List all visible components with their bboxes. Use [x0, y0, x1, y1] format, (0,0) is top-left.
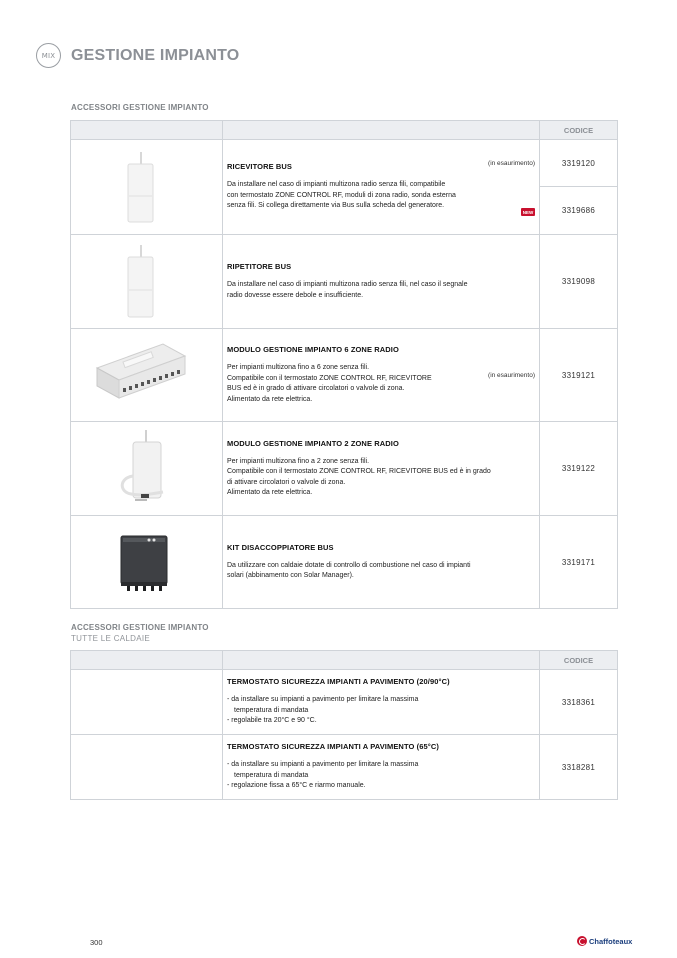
product-image-cell	[71, 516, 223, 609]
table-row	[71, 670, 618, 735]
product-description	[223, 422, 540, 516]
product-image-cell	[71, 329, 223, 422]
table-row	[71, 516, 618, 609]
table-row	[71, 422, 618, 516]
product-name: MODULO GESTIONE IMPIANTO 6 ZONE RADIO	[227, 345, 399, 354]
product-code: 3319098	[540, 235, 618, 329]
stock-note: (in esaurimento)	[488, 372, 535, 379]
table-row	[71, 235, 618, 329]
product-text: Per impianti multizona fino a 2 zone senza fili. Compatibile con il termostato ZONE CONTROL RF, RICEVITORE BUS ed è in grado di attivare circolatori o valvole di zona. Alimentato da rete elettrica.	[227, 457, 491, 496]
product-image-cell	[71, 140, 223, 235]
brand-logo	[577, 936, 632, 946]
header-code-cell: CODICE	[540, 651, 618, 670]
header-description-cell	[223, 121, 540, 140]
product-description	[223, 670, 540, 735]
stock-note: (in esaurimento)	[488, 160, 535, 167]
product-description	[223, 516, 540, 609]
accessories-table-2	[70, 650, 618, 800]
product-code: 3319686	[540, 187, 618, 235]
section-2-subtitle: TUTTE LE CALDAIE	[71, 634, 151, 643]
product-name: TERMOSTATO SICUREZZA IMPIANTI A PAVIMENTO (65°C)	[227, 742, 439, 752]
header-code-cell: CODICE	[540, 121, 618, 140]
product-text: Per impianti multizona fino a 6 zone senza fili. Compatibile con il termostato ZONE CONTROL RF, RICEVITORE BUS ed è in grado di attivare circolatori o valvole di zona. Alimentato da rete elettrica.	[227, 364, 432, 403]
product-text: Da utilizzare con caldaie dotate di controllo di combustione nel caso di impianti solari (abbinamento con Solar Manager).	[227, 561, 471, 579]
kit-disaccoppiatore-image	[115, 532, 175, 594]
product-code: 3319120	[540, 140, 618, 187]
product-text: - da installare su impianti a pavimento per limitare la massima temperatura di mandata - regolabile tra 20°C e 90 °C.	[227, 696, 419, 725]
product-text: Da installare nel caso di impianti multizona radio senza fili, compatibile con termostato ZONE CONTROL RF, moduli di zona radio, sonda esterna senza fili. Si collega direttamente via Bus sulla scheda del generatore.	[227, 181, 456, 210]
table-row	[71, 329, 618, 422]
ripetitore-bus-image	[121, 245, 161, 321]
product-name: TERMOSTATO SICUREZZA IMPIANTI A PAVIMENTO (20/90°C)	[227, 677, 450, 687]
product-image-cell	[71, 670, 223, 735]
product-image-cell	[71, 735, 223, 800]
product-description	[223, 735, 540, 800]
product-description	[223, 329, 540, 422]
product-code: 3319171	[540, 516, 618, 609]
ricevitore-bus-image	[121, 152, 161, 224]
product-image-cell	[71, 235, 223, 329]
table-row	[71, 735, 618, 800]
header-description-cell	[223, 651, 540, 670]
section-1-title: ACCESSORI GESTIONE IMPIANTO	[71, 103, 209, 112]
page-title: GESTIONE IMPIANTO	[71, 47, 240, 64]
product-description	[223, 235, 540, 329]
product-code: 3318281	[540, 735, 618, 800]
new-badge: NEW	[522, 209, 534, 215]
page-number: 300	[90, 938, 103, 947]
brand-name: Chaffoteaux	[589, 936, 633, 946]
product-code: 3319121	[540, 329, 618, 422]
modulo-6-zone-image	[93, 338, 189, 414]
product-image-cell	[71, 422, 223, 516]
chaffoteaux-logo-icon	[577, 936, 587, 946]
product-name: RICEVITORE BUS	[227, 162, 293, 172]
product-name: MODULO GESTIONE IMPIANTO 2 ZONE RADIO	[227, 438, 399, 448]
section-2-title: ACCESSORI GESTIONE IMPIANTO	[71, 623, 209, 632]
header-image-cell	[71, 121, 223, 140]
table-row	[71, 140, 618, 187]
accessories-table-1	[70, 120, 618, 609]
product-text: - da installare su impianti a pavimento per limitare la massima temperatura di mandata - regolazione fissa a 65°C e riarmo manuale.	[227, 761, 419, 790]
mix-badge: MIX	[36, 43, 61, 68]
product-name: KIT DISACCOPPIATORE BUS	[227, 542, 334, 552]
product-description	[223, 140, 540, 235]
product-name: RIPETITORE BUS	[227, 262, 292, 271]
product-code: 3319122	[540, 422, 618, 516]
product-text: Da installare nel caso di impianti multizona radio senza fili, nel caso il segnale radio dovesse essere debole e insufficiente.	[227, 281, 468, 299]
product-code: 3318361	[540, 670, 618, 735]
header-image-cell	[71, 651, 223, 670]
modulo-2-zone-image	[111, 430, 181, 508]
